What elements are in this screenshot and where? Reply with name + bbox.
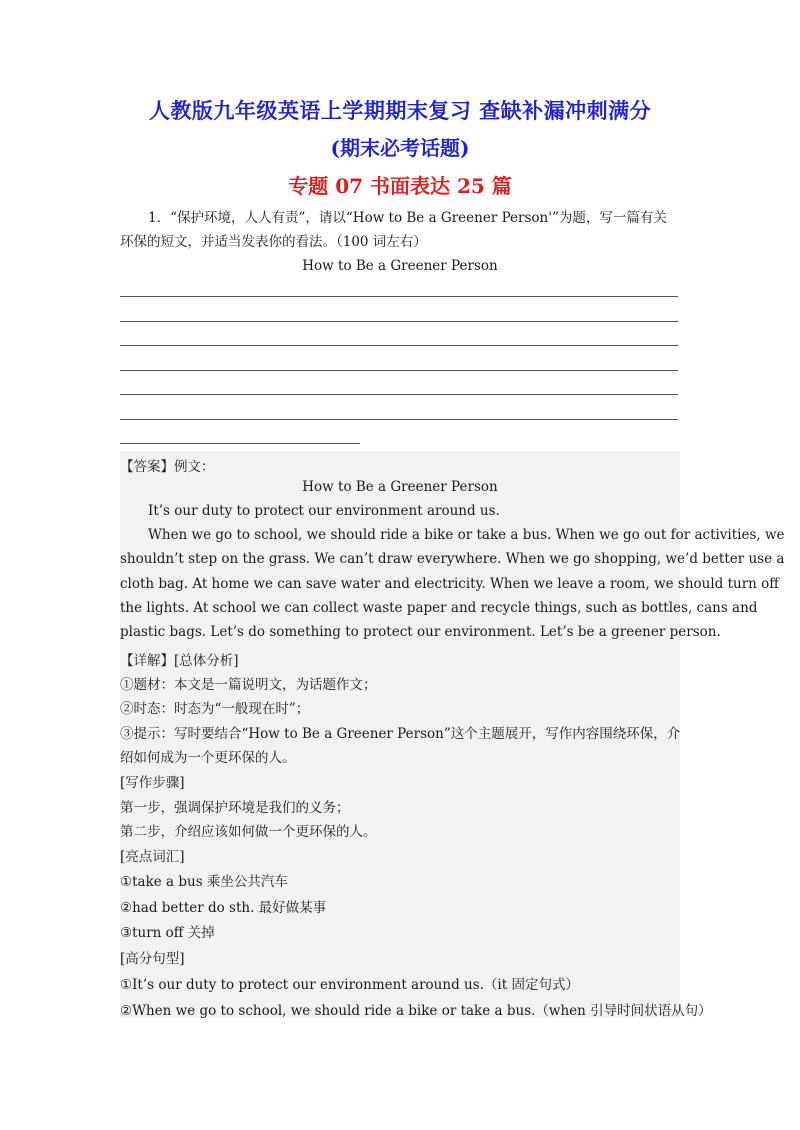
question-text-line-1: 1．“保护环境，人人有责”，请以“How to Be a Greener Person'”为题，写一篇有关 — [148, 210, 667, 226]
step-item: 第二步，介绍应该如何做一个更环保的人。 — [120, 824, 377, 840]
writing-line — [120, 370, 678, 371]
writing-line — [120, 345, 678, 346]
detail-item: 绍如何成为一个更环保的人。 — [120, 750, 296, 766]
question-text-line-2: 环保的短文，并适当发表你的看法。（100 词左右） — [120, 234, 427, 250]
vocab-label: [亮点词汇] — [120, 849, 185, 865]
essay-paragraph-2-line: When we go to school, we should ride a bike or take a bus. When we go out for activities, we — [148, 527, 785, 543]
step-item: 第一步，强调保护环境是我们的义务； — [120, 800, 350, 816]
vocab-item: ②had better do sth. 最好做某事 — [120, 900, 327, 916]
essay-paragraph-2-line: cloth bag. At home we can save water and electricity. When we leave a room, we should turn off — [120, 576, 779, 592]
essay-paragraph-2-line: shouldn’t step on the grass. We can’t draw everywhere. When we go shopping, we’d better use a — [120, 551, 785, 567]
sentence-item: ②When we go to school, we should ride a bike or take a bus.（when 引导时间状语从句） — [120, 1003, 712, 1019]
essay-paragraph-1: It’s our duty to protect our environment around us. — [148, 503, 500, 519]
sentence-label: [高分句型] — [120, 951, 185, 967]
detail-item: ②时态：时态为“一般现在时”； — [120, 701, 310, 717]
writing-line — [120, 296, 678, 297]
sentence-item: ①It’s our duty to protect our environment around us.（it 固定句式） — [120, 977, 579, 993]
answer-label: 【答案】例文： — [120, 459, 215, 475]
writing-line — [120, 394, 678, 395]
detail-label: 【详解】[总体分析] — [120, 653, 239, 669]
detail-item: ①题材：本文是一篇说明文，为话题作文； — [120, 677, 377, 693]
question-essay-title: How to Be a Greener Person — [302, 258, 498, 274]
answer-section — [120, 451, 785, 1019]
topic-heading: 专题 07 书面表达 25 篇 — [288, 174, 512, 198]
vocab-item: ①take a bus 乘坐公共汽车 — [120, 874, 288, 890]
answer-essay-title: How to Be a Greener Person — [302, 479, 498, 495]
document-title: 人教版九年级英语上学期期末复习 查缺补漏冲刺满分 — [148, 98, 652, 123]
essay-paragraph-2-line: the lights. At school we can collect waste paper and recycle things, such as bottles, cans and — [120, 600, 758, 616]
writing-line — [120, 321, 678, 322]
writing-line — [120, 419, 678, 420]
vocab-item: ③turn off 关掉 — [120, 925, 215, 941]
steps-label: [写作步骤] — [120, 775, 185, 791]
writing-line — [120, 443, 360, 444]
document-subtitle: (期末必考话题) — [330, 136, 470, 160]
essay-paragraph-2-line: plastic bags. Let’s do something to protect our environment. Let’s be a greener person. — [120, 624, 721, 640]
detail-item: ③提示：写时要结合“How to Be a Greener Person”这个主题展开，写作内容围绕环保，介 — [120, 726, 681, 742]
